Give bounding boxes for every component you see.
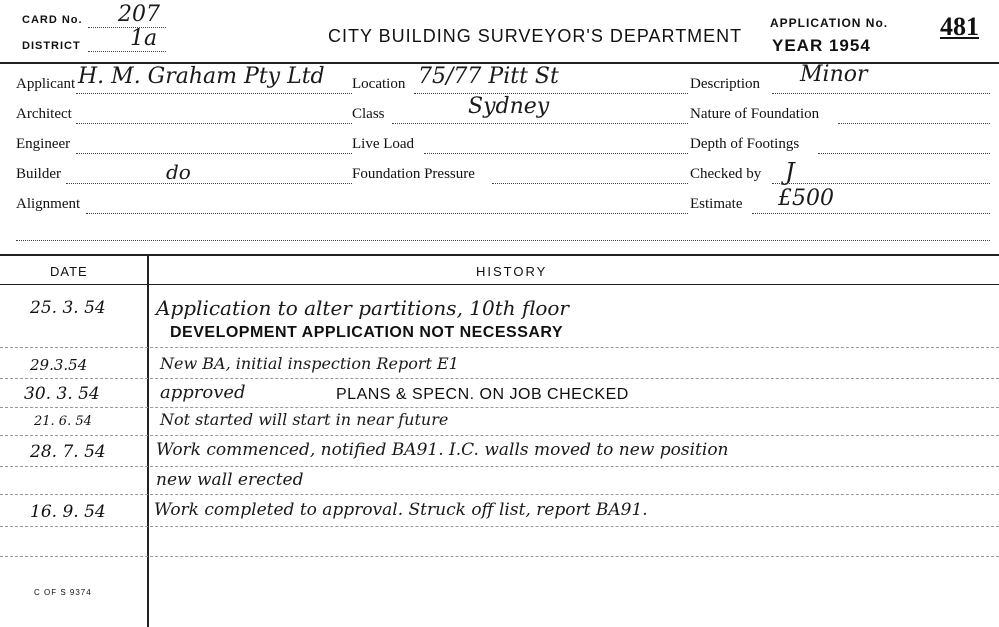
date-header: DATE [50,264,88,279]
district-label: DISTRICT [22,40,81,52]
history-date: 21. 6. 54 [34,414,92,429]
description-label: Description [690,76,760,92]
architect-label: Architect [16,106,72,122]
history-date: 30. 3. 54 [24,384,100,404]
card-no-label: CARD No. [22,14,83,26]
history-entry: Application to alter partitions, 10th floor [156,296,569,320]
depth-footings-label: Depth of Footings [690,136,800,152]
checked-by-value: J [785,158,795,186]
history-stamp: DEVELOPMENT APPLICATION NOT NECESSARY [170,324,564,341]
history-entry: approved [160,382,246,403]
foundation-pressure-label: Foundation Pressure [352,166,475,182]
history-entry: Work commenced, notified BA91. I.C. walls moved to new position [156,440,729,460]
history-stamp: PLANS & SPECN. ON JOB CHECKED [336,386,629,403]
alignment-label: Alignment [16,196,81,212]
nature-foundation-label: Nature of Foundation [690,106,820,122]
history-entry: Work completed to approval. Struck off list, report BA91. [154,500,648,520]
class-label: Class [352,106,385,122]
class-value: Sydney [468,94,550,119]
application-no-label: APPLICATION No. [770,16,889,30]
form-code: C OF S 9374 [34,588,92,597]
live-load-label: Live Load [352,136,415,152]
builder-value: do [166,160,191,184]
description-value: Minor [800,62,868,87]
estimate-label: Estimate [690,196,743,212]
history-date: 25. 3. 54 [30,298,106,318]
engineer-label: Engineer [16,136,71,152]
location-value: 75/77 Pitt St [418,64,559,89]
location-label: Location [352,76,406,92]
checked-by-label: Checked by [690,166,762,182]
applicant-value: H. M. Graham Pty Ltd [78,64,325,89]
department-title: CITY BUILDING SURVEYOR'S DEPARTMENT [328,26,743,46]
history-entry: Not started will start in near future [160,410,449,429]
builder-label: Builder [16,166,61,182]
history-header: HISTORY [476,264,548,279]
estimate-value: £500 [778,186,834,211]
applicant-label: Applicant [16,76,76,92]
district-value: 1a [130,26,158,51]
application-no-value: 481 [940,12,979,41]
history-date: 16. 9. 54 [30,502,106,522]
year-label: YEAR 1954 [772,36,871,55]
history-date: 29.3.54 [30,356,88,374]
date-column-divider [147,256,149,627]
history-entry: New BA, initial inspection Report E1 [160,354,459,373]
history-entry: new wall erected [156,470,304,490]
history-date: 28. 7. 54 [30,442,106,462]
card-no-value: 207 [118,2,160,27]
